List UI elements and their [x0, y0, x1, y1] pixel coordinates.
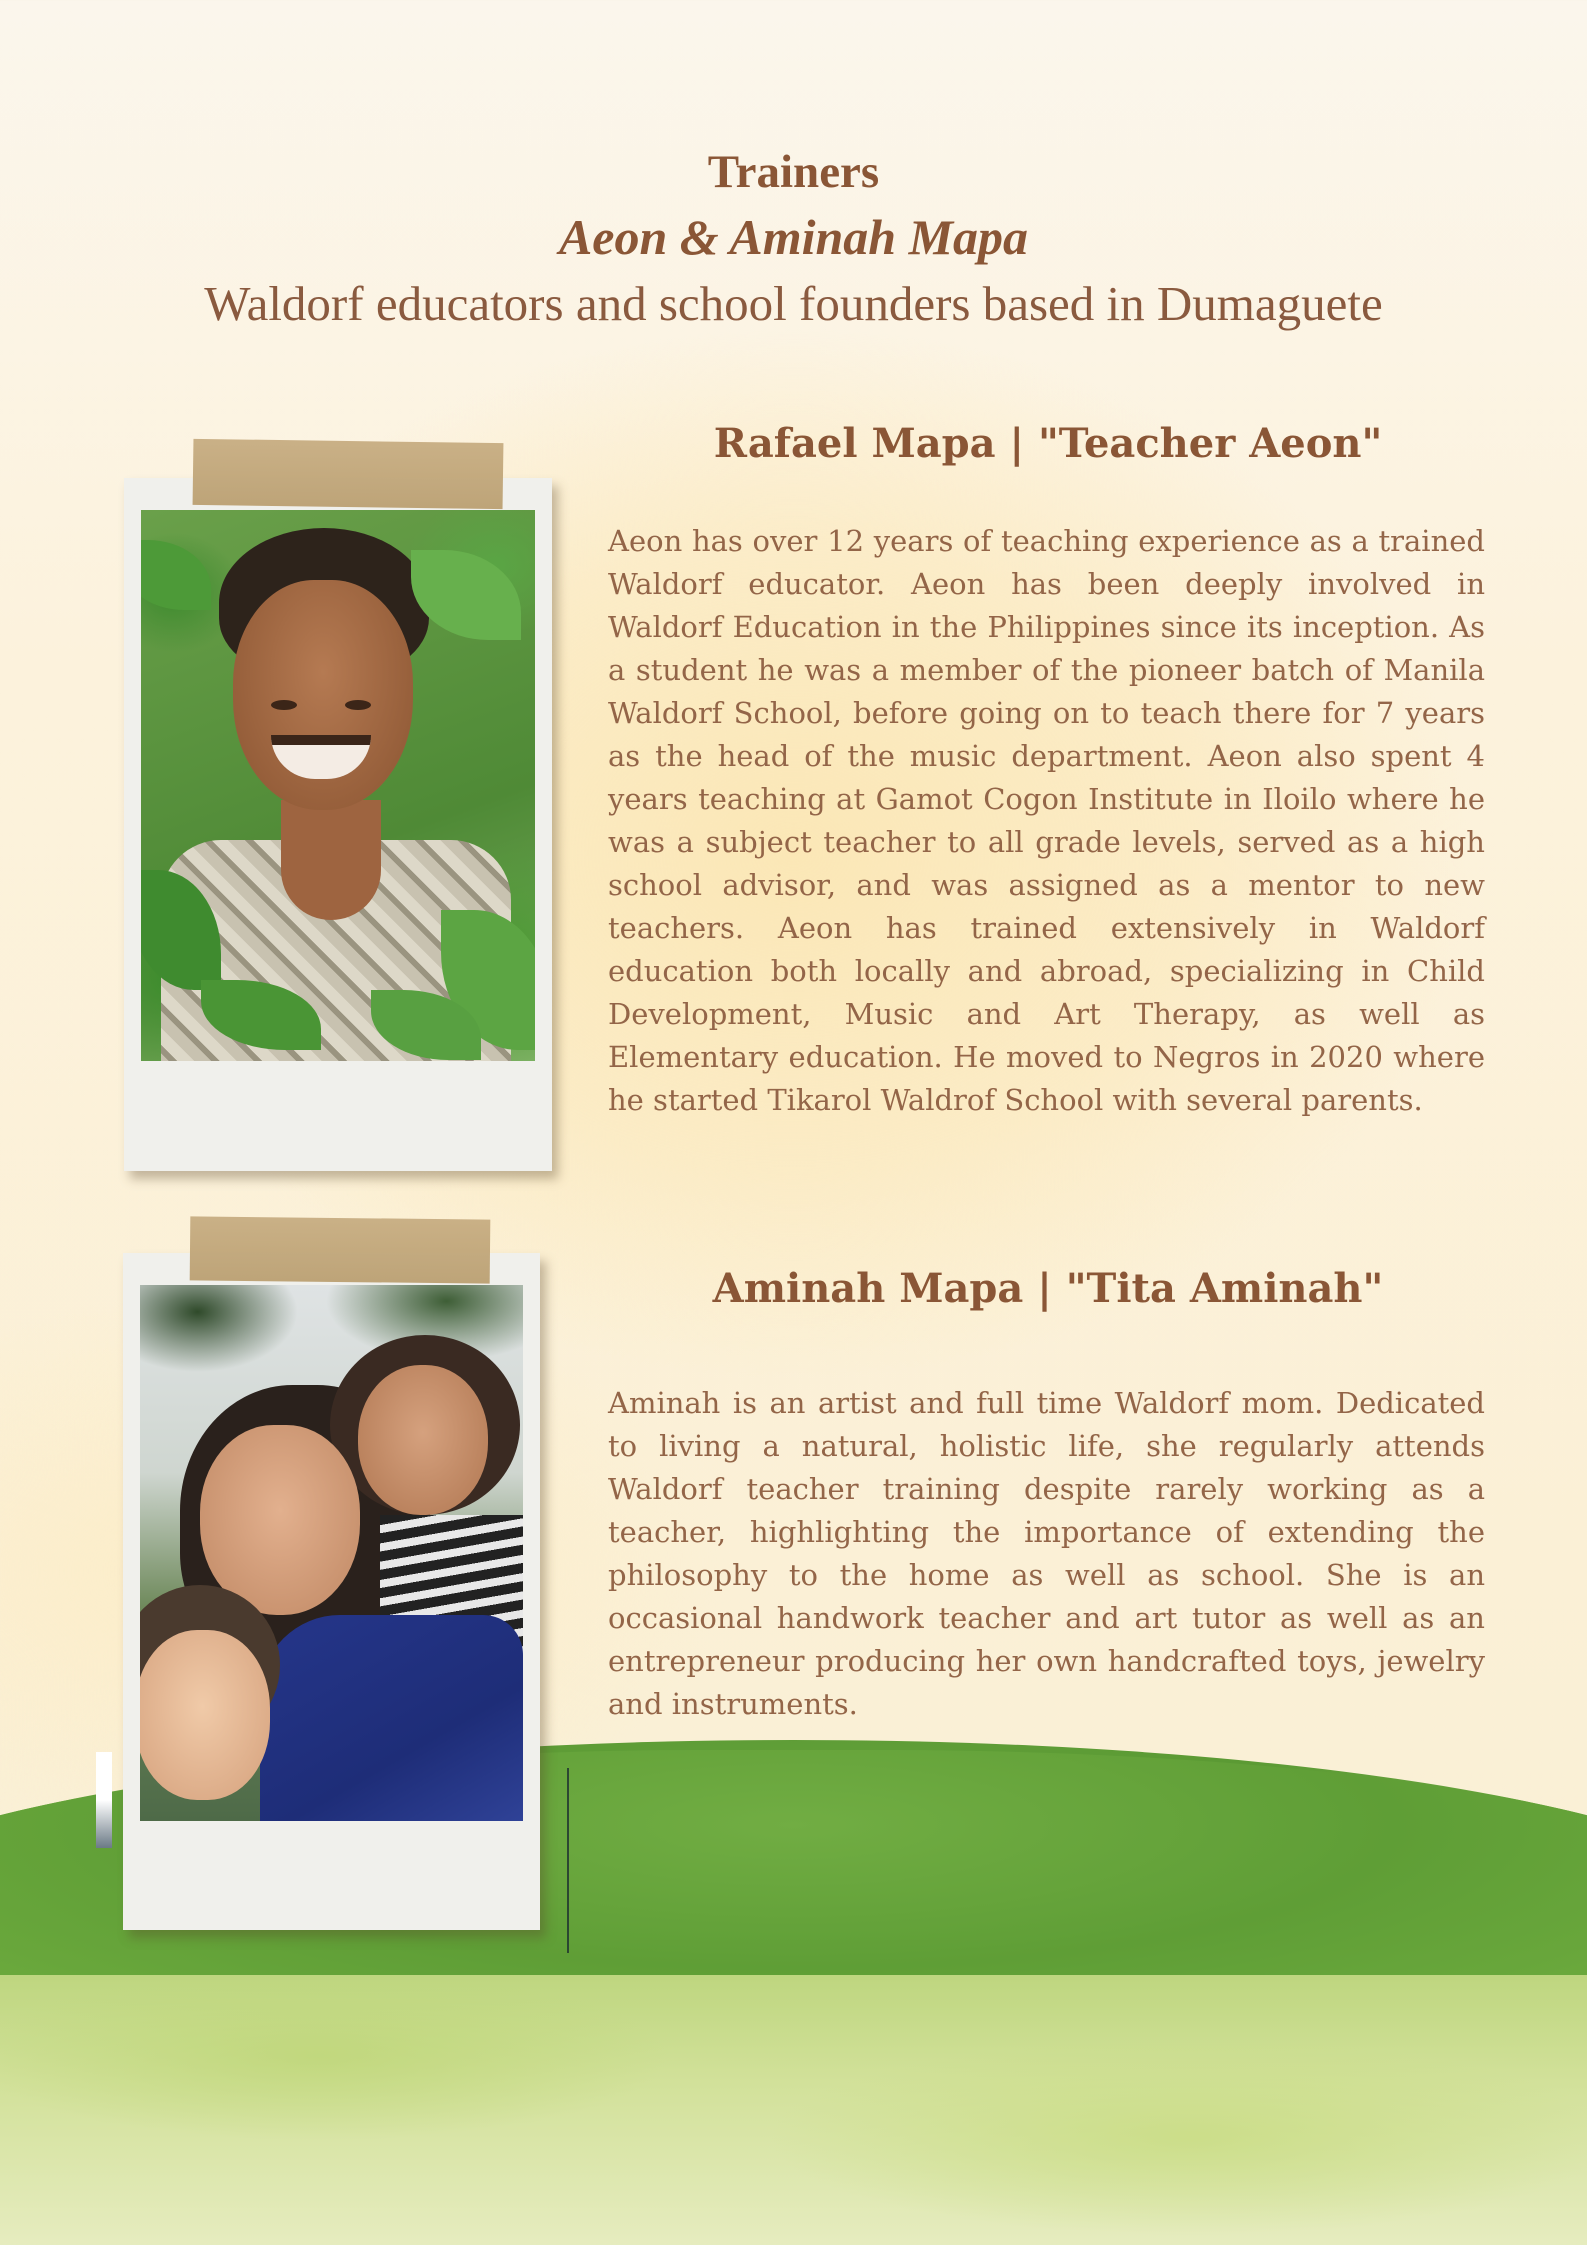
background-meadow [0, 1975, 1587, 2245]
page-title: Trainers [707, 146, 880, 198]
decorative-edge-line [567, 1768, 569, 1953]
trainer-names: Aeon & Aminah Mapa [558, 209, 1029, 265]
tape-strip [193, 439, 504, 509]
trainer-heading-rafael: Rafael Mapa | "Teacher Aeon" [713, 420, 1383, 467]
trainer-photo-aminah [140, 1285, 523, 1821]
page-subtitle: Waldorf educators and school founders based in Dumaguete [204, 276, 1383, 331]
trainer-photo-rafael [141, 510, 535, 1061]
decorative-edge-fragment [96, 1752, 112, 1848]
trainer-bio-aminah: Aminah is an artist and full time Waldorf mom. Dedicated to living a natural, holistic life, she regularly attends Waldorf teacher training despite rarely working as a teacher, highlighting the importance of extending the philosophy to the home as well as school. She is an occasional handwork teacher and art tutor as well as an entrepreneur producing her own handcrafted toys, jewelry and instruments. [608, 1386, 1485, 1721]
trainer-heading-aminah: Aminah Mapa | "Tita Aminah" [712, 1265, 1384, 1312]
trainer-bio-rafael: Aeon has over 12 years of teaching experience as a trained Waldorf educator. Aeon has been deeply involved in Waldorf Education in the Philippines since its inception. As a student he was a member of the pioneer batch of Manila Waldorf School, before going on to teach there for 7 years as the head of the music department. Aeon also spent 4 years teaching at Gamot Cogon Institute in Iloilo where he was a subject teacher to all grade levels, served as a high school advisor, and was assigned as a mentor to new teachers. Aeon has trained extensively in Waldorf education both locally and abroad, specializing in Child Development, Music and Art Therapy, as well as Elementary education. He moved to Negros in 2020 where he started Tikarol Waldrof School with several parents. [608, 524, 1485, 1117]
tape-strip [190, 1216, 491, 1283]
